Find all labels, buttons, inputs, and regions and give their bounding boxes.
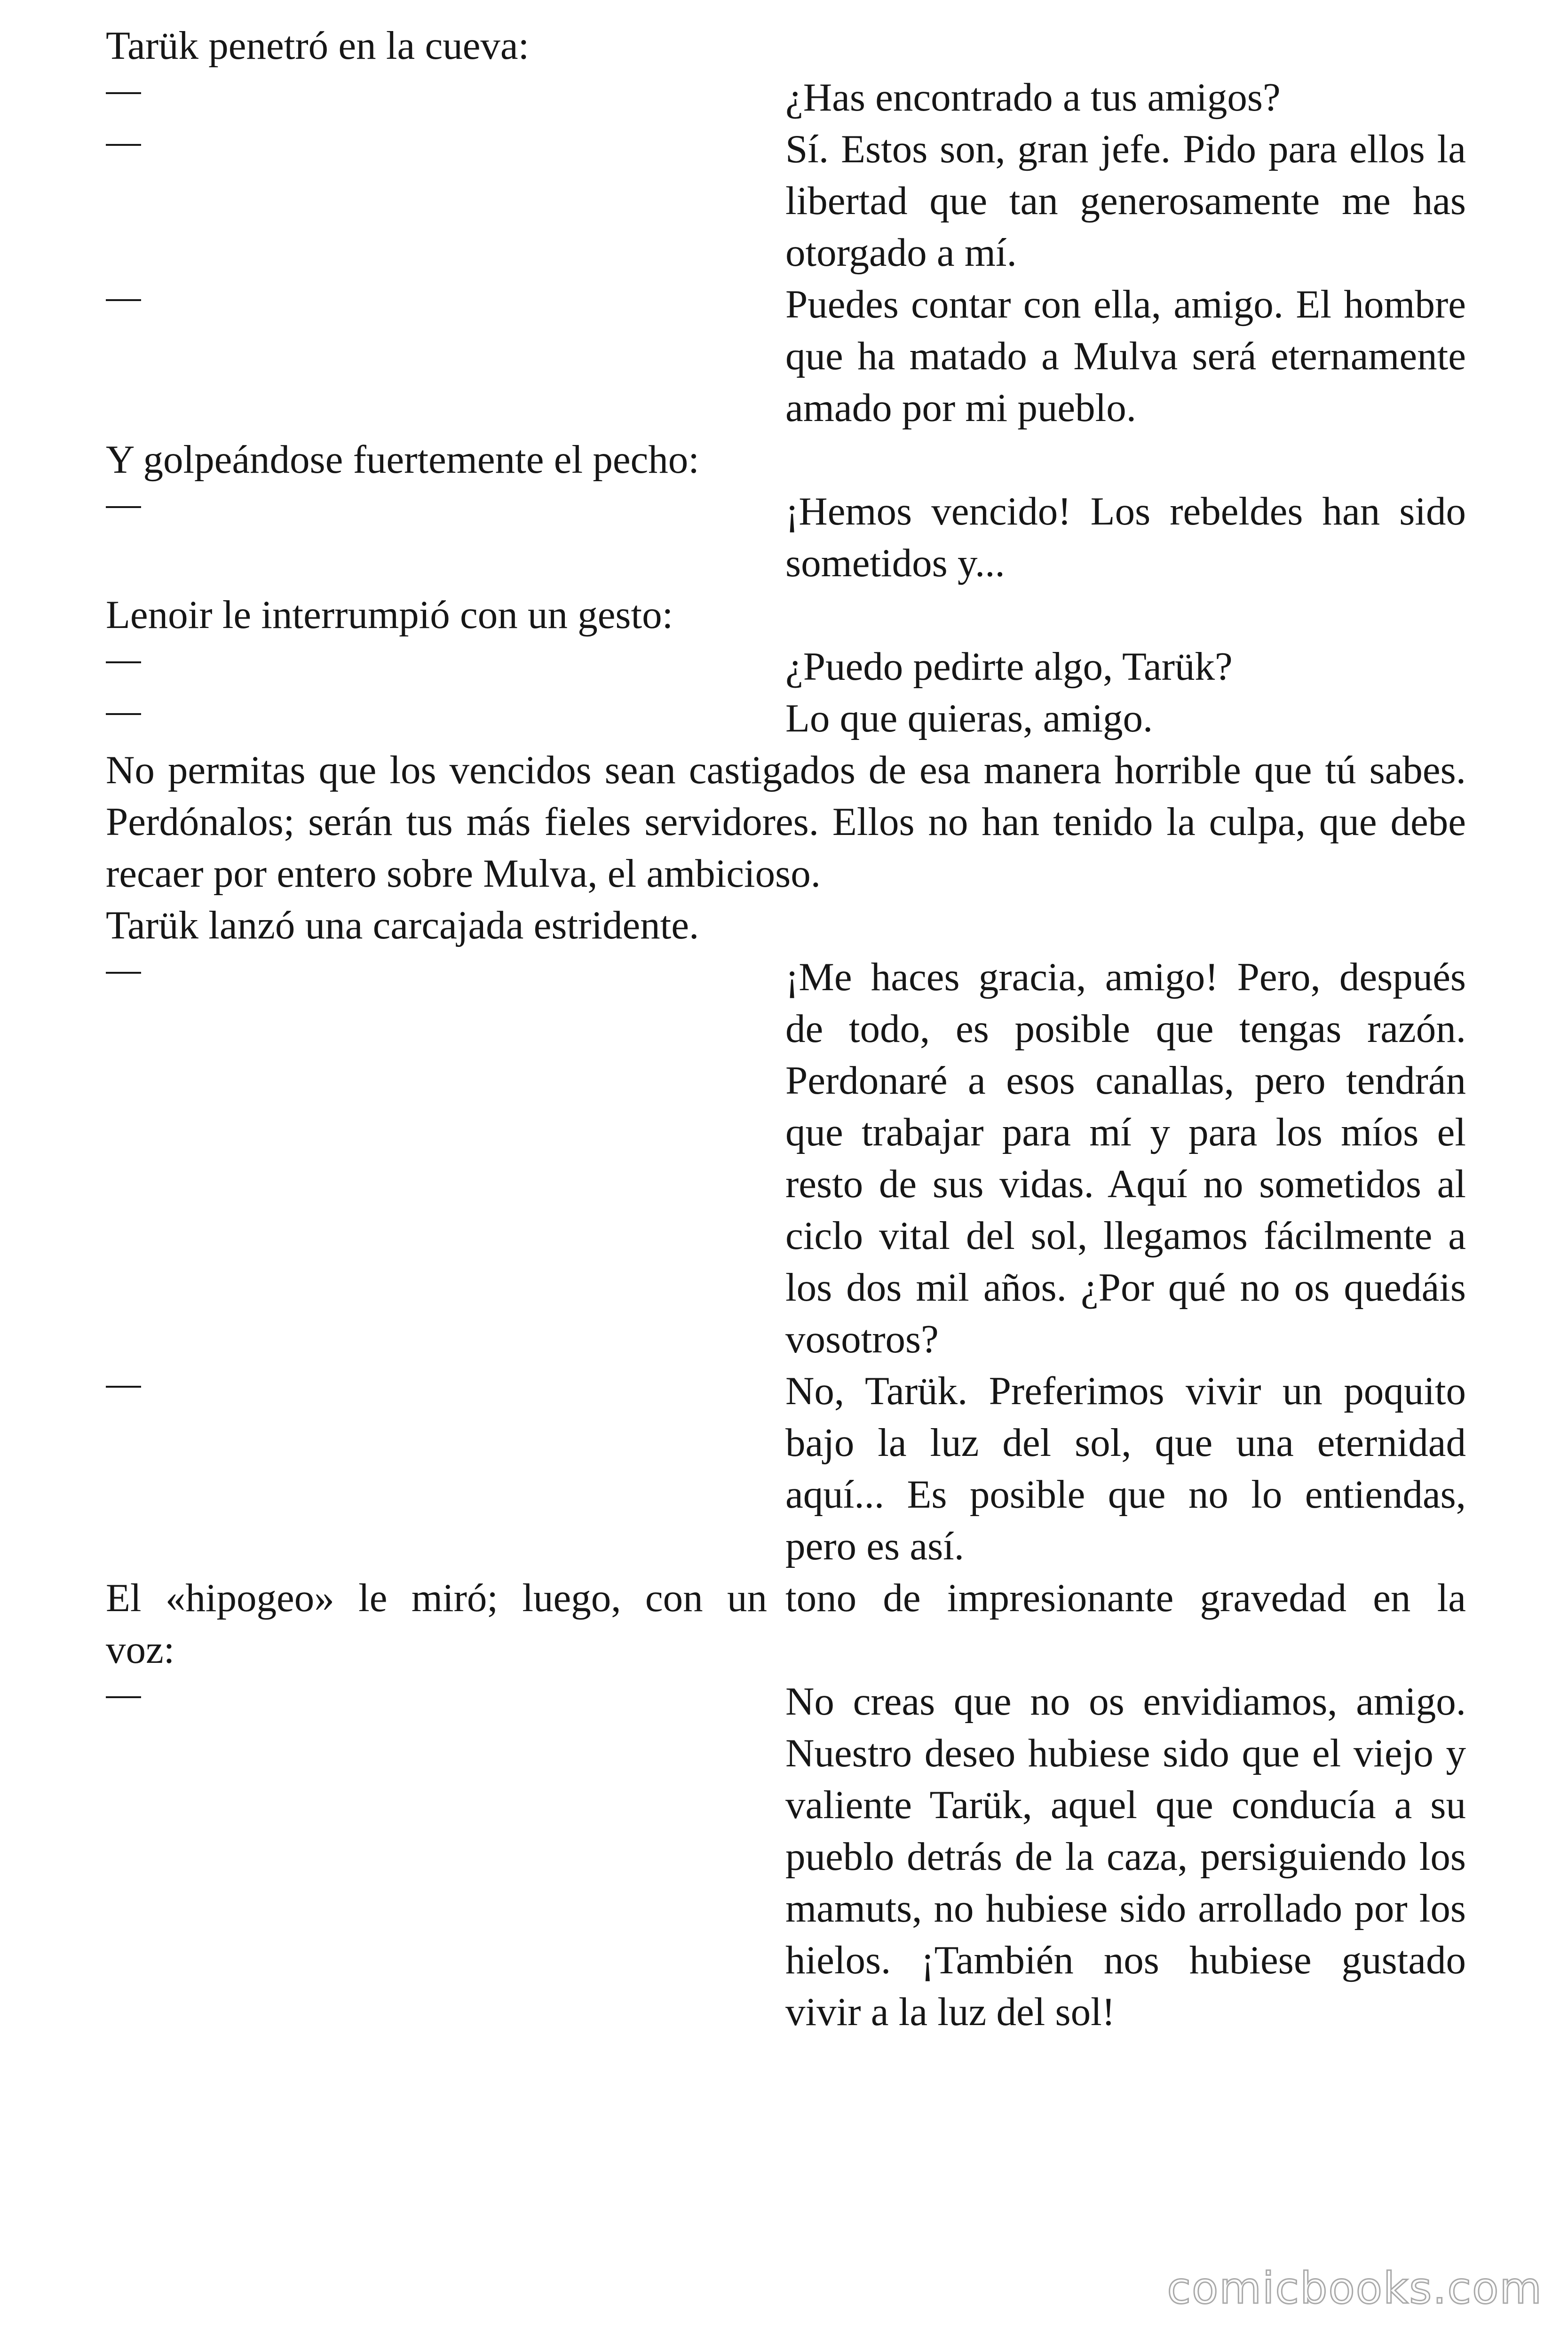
narration-left-part: El «hipogeo» le miró; luego, con un bbox=[106, 1576, 767, 1620]
narration-paragraph: Y golpeándose fuertemente el pecho: bbox=[106, 437, 699, 482]
dialogue-dash bbox=[106, 661, 141, 663]
narration-continuation: voz: bbox=[106, 1628, 175, 1672]
dialogue-line: ¡Me haces gracia, amigo! Pero, después de todo, es posible que tengas razón. Perdonaré a esos canallas, pero tendrán que trabajar para mí y para los míos el resto de sus vidas. Aquí no sometidos al ciclo vital del sol, llegamos fácilmente a los dos mil años. ¿Por qué no os quedáis vosotros? bbox=[785, 955, 1466, 1361]
narration-right-part: tono de impresionante gravedad en la bbox=[785, 1576, 1466, 1620]
narration-paragraph: Tarük penetró en la cueva: bbox=[106, 24, 530, 68]
dialogue-line: No, Tarük. Preferimos vivir un poquito bajo la luz del sol, que una eternidad aquí... Es posible que no lo entiendas, pero es así. bbox=[785, 1369, 1466, 1568]
dialogue-dash bbox=[106, 144, 141, 146]
dialogue-dash bbox=[106, 506, 141, 508]
dialogue-dash bbox=[106, 1696, 141, 1698]
dialogue-dash bbox=[106, 713, 141, 715]
dialogue-line: No creas que no os envidiamos, amigo. Nuestro deseo hubiese sido que el viejo y valiente Tarük, aquel que conducía a su pueblo detrás de la caza, persiguiendo los mamuts, no hubiese sido arrollado por los hielos. ¡También nos hubiese gustado vivir a la luz del sol! bbox=[785, 1679, 1466, 2034]
narration-paragraph: Lenoir le interrumpió con un gesto: bbox=[106, 593, 673, 637]
dialogue-line: ¿Puedo pedirte algo, Tarük? bbox=[785, 644, 1233, 689]
narration-paragraph: Tarük lanzó una carcajada estridente. bbox=[106, 903, 699, 947]
dialogue-line: Puedes contar con ella, amigo. El hombre que ha matado a Mulva será eternamente amado por mi pueblo. bbox=[785, 282, 1466, 430]
dialogue-line: ¡Hemos vencido! Los rebeldes han sido sometidos y... bbox=[785, 489, 1466, 585]
dialogue-dash bbox=[106, 972, 141, 974]
watermark-text: comicbooks.com bbox=[1167, 2263, 1543, 2313]
dialogue-line: ¿Has encontrado a tus amigos? bbox=[785, 75, 1281, 119]
dialogue-line: Lo que quieras, amigo. bbox=[785, 696, 1153, 740]
dialogue-dash bbox=[106, 1386, 141, 1388]
narration-paragraph: No permitas que los vencidos sean castigados de esa manera horrible que tú sabes. Perdónalos; serán tus más fieles servidores. Ellos no han tenido la culpa, que debe recaer por entero sobre Mulva, el ambicioso. bbox=[106, 748, 1466, 896]
dialogue-dash bbox=[106, 299, 141, 301]
dialogue-dash bbox=[106, 92, 141, 94]
dialogue-line: Sí. Estos son, gran jefe. Pido para ellos la libertad que tan generosamente me has otorgado a mí. bbox=[785, 127, 1466, 275]
